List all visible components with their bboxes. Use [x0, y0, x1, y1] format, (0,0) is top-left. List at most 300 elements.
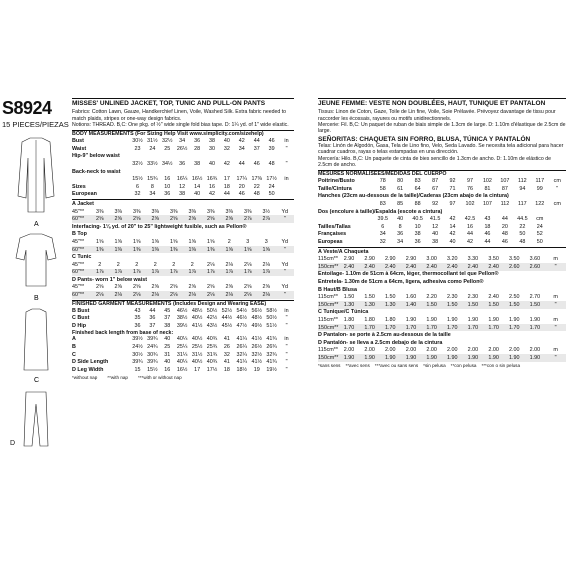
section-label: D Pantalón- se lleva a 2.5cm debajo de la cintura	[318, 339, 443, 346]
table-cell: 2⅛	[128, 291, 147, 299]
footnote: **avec sens	[345, 362, 370, 368]
table-cell: 1.90	[401, 354, 422, 362]
table-cell: 49½	[251, 322, 262, 329]
table-cell: 25½	[191, 344, 203, 351]
row-label: Hip-9" below waist	[72, 153, 120, 160]
telas-text: Telas: Linón de Algodón, Gasa, Tela de Lino fino, Velo, Seda Lavado. Se necesita tela adicional para hacer cuadrar cuadros, rayas o telas estampadas en una dirección.	[318, 142, 564, 156]
table-cell: 15½	[147, 366, 158, 373]
row-label: Bust	[72, 138, 84, 145]
table-cell: 24½	[132, 344, 143, 351]
table-section-row	[318, 309, 566, 317]
table-cell: 1.70	[421, 324, 442, 332]
table-cell: 2.30	[467, 294, 479, 301]
table-cell: 2.00	[364, 347, 375, 354]
notions-text: Notions: THREAD. B,C: One pkg. of ½" wide single fold bias tape. D: 1¼ yd. of 1" wide elastic.	[72, 122, 289, 128]
table-row	[318, 177, 566, 185]
section-label: B Top	[72, 231, 87, 238]
table-cell: 32	[223, 351, 230, 358]
table-cell: 58	[379, 185, 386, 192]
title-rule	[72, 98, 294, 99]
table-cell: 2⅛	[244, 261, 252, 268]
table-section-row	[72, 253, 294, 261]
pants-illustration	[24, 392, 48, 446]
table-cell: 2⅛	[91, 291, 110, 299]
table-cell: 1.90	[447, 316, 458, 323]
table-cell: 17	[194, 366, 201, 373]
table-cell: 52	[536, 231, 543, 238]
table-cell: 38	[179, 191, 186, 198]
table-cell: 2⅝	[133, 284, 141, 291]
table-row	[318, 263, 566, 271]
table-cell: 2.20	[426, 294, 437, 301]
table-cell: 48½	[251, 315, 262, 322]
table-cell: 2	[98, 261, 102, 268]
table-cell: in	[284, 336, 289, 343]
table-cell: 2⅝	[202, 215, 221, 223]
table-cell: 1.50	[421, 301, 442, 309]
table-cell: 2.40	[483, 263, 504, 271]
table-cell: m	[553, 316, 558, 323]
table-cell: 1⅞	[165, 269, 184, 277]
table-cell: 3⅜	[170, 208, 178, 215]
table-cell: 40.5	[412, 216, 423, 223]
table-cell: "	[285, 366, 288, 373]
table-cell: 1.70	[525, 324, 546, 332]
table-cell: 1.50	[442, 301, 463, 309]
row-label: Hanches (23cm au-dessous de la taille)/Caderas (23cm abajo de la cintura)	[318, 193, 509, 200]
table-cell: "	[285, 351, 288, 358]
table-cell: 2.00	[405, 347, 417, 354]
table-cell: 112	[500, 201, 510, 208]
table-cell: 42	[223, 160, 230, 167]
table-cell: 3.50	[508, 256, 520, 263]
table-cell: 2⅝	[225, 284, 233, 291]
table-cell: 47½	[236, 322, 248, 329]
table-cell: 1.60	[405, 294, 417, 301]
table-cell: 50	[536, 238, 543, 245]
pieces-count: 15 PIECES/PIEZAS	[2, 120, 69, 129]
finished-measurements-title: FINISHED GARMENT MEASUREMENTS (Includes Design and Wearing EASE)	[72, 300, 267, 307]
table-cell: 42	[466, 238, 473, 245]
table-cell: 41	[223, 359, 230, 366]
table-cell: 1.90	[508, 316, 520, 323]
table-cell: "	[285, 359, 288, 366]
table-row	[318, 255, 566, 263]
table-row	[318, 316, 566, 324]
table-cell: 2.60	[525, 263, 546, 271]
table-row	[318, 301, 566, 309]
table-cell: 40½	[191, 336, 203, 343]
table-cell: 1⅝	[207, 238, 215, 245]
table-cell: 38	[164, 322, 171, 329]
table-cell: 1⅝	[133, 238, 141, 245]
table-cell: 3⅜	[207, 208, 215, 215]
table-cell: 42	[238, 138, 245, 145]
figure-label-d: D	[10, 440, 16, 447]
table-cell: 61	[397, 185, 404, 192]
row-label: Poitrine/Busto	[318, 178, 355, 185]
table-cell: 2⅛	[207, 261, 215, 268]
mesures-table	[318, 177, 566, 245]
section-label: Entretela- 1.30m de 51cm a 64cm, ligera, adhesiva como Pellon®	[318, 278, 484, 285]
table-cell: 2⅛	[183, 291, 202, 299]
section-label: B Haut/B Blusa	[318, 286, 357, 293]
table-cell: 10	[414, 223, 421, 230]
table-cell: 1.90	[467, 316, 479, 323]
table-cell: 40	[223, 138, 230, 145]
row-label: 60"**	[72, 246, 91, 254]
table-cell: 40¼	[176, 359, 188, 366]
table-cell: 2.40	[463, 263, 484, 271]
table-cell: 2⅛	[262, 261, 270, 268]
table-section-row	[318, 248, 566, 256]
table-cell: 1⅝	[188, 238, 196, 245]
table-cell: 58½	[266, 307, 277, 314]
table-cell: 1.50	[385, 294, 396, 301]
table-cell: 2⅝	[220, 215, 239, 223]
table-cell: 37	[253, 145, 260, 152]
table-cell: "	[545, 354, 566, 362]
table-section-row	[318, 286, 566, 294]
table-row	[72, 215, 294, 223]
table-section-row	[72, 276, 294, 284]
table-cell: 39½	[132, 336, 143, 343]
table-cell: 1⅞	[146, 269, 165, 277]
table-cell: 31¾	[206, 351, 218, 358]
table-cell: 30	[208, 145, 215, 152]
table-cell: 1⅝	[239, 246, 258, 254]
table-cell: 31	[164, 351, 171, 358]
table-cell: 26¾	[266, 344, 277, 351]
row-label: 45"**	[72, 261, 85, 268]
table-section-row	[318, 331, 566, 339]
row-label	[72, 175, 130, 183]
table-cell: 32½	[162, 138, 173, 145]
table-cell: 50	[268, 191, 275, 198]
table-cell: 64	[414, 185, 421, 192]
table-cell: "	[285, 315, 288, 322]
table-cell: 41¾	[266, 359, 277, 366]
table-cell: 36	[414, 238, 421, 245]
table-cell: 1.30	[339, 301, 360, 309]
table-cell: 92	[449, 178, 456, 185]
table-cell: 25	[164, 344, 171, 351]
table-section-row	[72, 223, 294, 231]
table-cell: 32	[134, 191, 141, 198]
table-cell: 42.5	[464, 216, 476, 223]
table-cell: 25	[164, 145, 171, 152]
table-cell: 2⅝	[262, 284, 270, 291]
footnote: ***with or without nap	[137, 374, 182, 380]
table-cell	[279, 183, 294, 191]
table-cell: 17¼	[236, 176, 248, 183]
table-row	[72, 145, 294, 153]
table-cell: 1.40	[401, 301, 422, 309]
table-cell: 26	[223, 344, 230, 351]
table-cell: 2.90	[343, 256, 355, 263]
table-cell: 1.30	[359, 301, 380, 309]
row-label: Back-neck to waist	[72, 168, 121, 175]
table-cell: 16	[164, 176, 171, 183]
table-cell: 2	[153, 261, 157, 268]
table-cell: 42	[449, 231, 456, 238]
title-rule	[318, 98, 566, 99]
table-cell: 15	[134, 366, 141, 373]
table-cell: 88	[414, 201, 421, 208]
table-cell: 2⅝	[146, 215, 165, 223]
table-cell: 40	[449, 238, 456, 245]
table-cell: 1⅝	[96, 238, 104, 245]
section-label: D Pantalon- se porte à 2.5cm au-dessous de la taille	[318, 332, 451, 339]
table-cell: 40	[164, 336, 171, 343]
table-row	[318, 354, 566, 362]
table-cell: 3⅜	[133, 208, 141, 215]
row-label: D Leg Width	[72, 366, 104, 373]
table-row	[318, 231, 566, 239]
row-label: Europeas	[318, 238, 343, 245]
table-cell: "	[285, 344, 288, 351]
table-row	[72, 183, 294, 191]
table-cell: 83	[379, 201, 386, 208]
table-cell: 12	[179, 183, 186, 190]
figure-label-a: A	[34, 221, 39, 228]
figure-label-c: C	[34, 377, 40, 384]
table-section-row	[72, 200, 294, 208]
table-cell: cm	[553, 201, 561, 208]
table-cell: 50	[519, 231, 526, 238]
table-cell: 38	[208, 138, 215, 145]
table-cell: 17½	[266, 176, 277, 183]
table-cell: 1.70	[339, 324, 360, 332]
table-cell: cm	[553, 178, 561, 185]
table-cell: 22	[253, 183, 260, 190]
table-cell: 24	[536, 223, 543, 230]
table-row	[318, 200, 566, 208]
table-cell: 76	[466, 185, 473, 192]
table-cell: 2⅝	[96, 284, 104, 291]
table-cell: 1.70	[380, 324, 401, 332]
table-cell: "	[276, 291, 295, 299]
table-cell: 1.30	[380, 301, 401, 309]
table-row	[72, 343, 294, 351]
table-row	[318, 347, 566, 355]
body-measurements-title: BODY MEASUREMENTS (For Sizing Help Visit www.simplicity.com/sizehelp)	[72, 131, 264, 138]
garment-illustrations	[2, 134, 70, 454]
table-cell: 19½	[266, 366, 277, 373]
table-cell: 2.40	[401, 263, 422, 271]
table-cell: 1.50	[504, 301, 525, 309]
footnote: ***avec ou sans sens	[374, 362, 419, 368]
table-cell: "	[276, 215, 295, 223]
table-row	[72, 137, 294, 145]
table-row	[72, 366, 294, 374]
table-cell: 56½	[251, 307, 262, 314]
table-cell: 67	[432, 185, 439, 192]
table-cell: 30½	[132, 138, 143, 145]
fabric-yardage-table	[72, 200, 294, 299]
table-cell: 48	[268, 160, 275, 167]
table-cell: 22	[519, 223, 526, 230]
table-cell: 2⅛	[239, 291, 258, 299]
table-cell: 20	[501, 223, 508, 230]
table-cell: 42½	[206, 315, 218, 322]
table-cell: 2.90	[364, 256, 375, 263]
table-cell: 2⅞	[257, 215, 276, 223]
table-cell: 1.90	[504, 354, 525, 362]
table-cell: 25¼	[176, 344, 188, 351]
table-cell: 40	[208, 160, 215, 167]
table-cell: 2.40	[488, 294, 499, 301]
table-cell: 107	[482, 201, 492, 208]
table-cell: 44	[501, 216, 508, 223]
table-cell: 2⅝	[170, 284, 178, 291]
table-cell: 1⅞	[239, 269, 258, 277]
tunic-illustration	[24, 309, 48, 370]
table-cell: 1⅝	[170, 238, 178, 245]
table-cell: "	[276, 269, 295, 277]
table-cell: 1⅝	[220, 246, 239, 254]
table-row	[318, 215, 566, 223]
table-section-row	[72, 231, 294, 239]
table-cell: 1.70	[483, 324, 504, 332]
table-cell: 2.40	[421, 263, 442, 271]
fabrics-text: Fabrics: Cotton Lawn, Gauze, Handkerchief Linen, Voile, Washed Silk. Extra fabric needed to match plaids, stripes or one-way design fabrics.	[72, 109, 287, 122]
table-cell: 1.50	[364, 294, 375, 301]
table-cell: 16¼	[176, 176, 188, 183]
table-cell: 39.5	[377, 216, 388, 223]
table-cell: 2⅝	[207, 284, 215, 291]
table-cell: 50½	[206, 307, 218, 314]
table-cell: "	[545, 301, 566, 309]
table-cell: 3	[246, 238, 250, 245]
table-cell: 2⅛	[146, 291, 165, 299]
table-cell: 2⅝	[114, 284, 122, 291]
pattern-number: S8924	[2, 98, 52, 118]
table-cell: 8	[150, 183, 154, 190]
table-cell: 46	[238, 191, 245, 198]
table-cell: Yd	[281, 284, 289, 291]
table-cell: 1⅜	[146, 246, 165, 254]
table-cell: in	[284, 138, 289, 145]
back-length-table	[72, 336, 294, 374]
table-cell: 48½	[191, 307, 203, 314]
table-cell: 1.90	[359, 354, 380, 362]
table-cell: 52½	[221, 307, 233, 314]
section-label: C Tunique/C Túnica	[318, 309, 369, 316]
table-row	[318, 324, 566, 332]
table-cell: 32½	[251, 351, 262, 358]
row-label: Waist	[72, 145, 87, 152]
table-cell: 1.80	[343, 316, 355, 323]
row-label: A	[72, 336, 76, 343]
table-cell: 51½	[266, 322, 277, 329]
table-cell: 41½	[191, 322, 203, 329]
table-cell: "	[285, 145, 288, 152]
table-cell: 36	[149, 315, 156, 322]
table-row	[318, 223, 566, 231]
table-cell: 40	[164, 359, 171, 366]
table-cell: 32½	[132, 160, 143, 167]
row-label: C Bust	[72, 315, 90, 322]
table-cell: 41	[223, 336, 230, 343]
table-cell: 2.50	[508, 294, 520, 301]
table-cell: 38	[432, 238, 439, 245]
table-cell: 32	[379, 238, 386, 245]
table-cell: 38½	[176, 315, 188, 322]
table-cell: 1⅜	[109, 246, 128, 254]
table-row	[72, 246, 294, 254]
footnote: *sans sens	[318, 362, 341, 368]
table-cell: 3⅜	[188, 208, 196, 215]
table-cell: in	[284, 307, 289, 314]
table-cell: 39¾	[147, 336, 158, 343]
table-cell: 3⅜	[244, 208, 252, 215]
spanish-title: SEÑORITAS: CHAQUETA SIN FORRO, BLUSA, TÚNICA Y PANTALÓN	[318, 135, 531, 143]
section-label: D Pants- worn 1" below waist	[72, 276, 148, 283]
row-label: 115cm**	[318, 316, 338, 323]
table-cell: 32¼	[236, 351, 248, 358]
row-label: 45"**	[72, 208, 85, 215]
table-cell: 24¾	[147, 344, 158, 351]
table-cell: 1.70	[359, 324, 380, 332]
section-label: A Jacket	[72, 200, 94, 207]
row-label: 45"**	[72, 238, 85, 245]
table-cell: 25¾	[206, 344, 218, 351]
table-row	[72, 314, 294, 322]
table-cell: 2.40	[359, 263, 380, 271]
table-row	[318, 238, 566, 246]
table-cell: 1.90	[339, 354, 360, 362]
table-cell: 17½	[206, 366, 218, 373]
tissus-text: Tissus: Linon de Coton, Gaze, Toile de Lin fine, Voile, Soie Prélavée. Prévoyez davantage de tissu pour raccorder les écossais, rayures ou motifs unidirectionnels.	[318, 109, 556, 122]
table-cell: 26½	[176, 145, 188, 152]
table-cell: 18½	[236, 366, 248, 373]
table-cell: 3.50	[488, 256, 499, 263]
table-cell: 34	[179, 138, 186, 145]
table-cell: 40	[397, 216, 404, 223]
figure-label-b: B	[34, 295, 39, 302]
table-cell: 2.40	[339, 263, 360, 271]
table-cell: 34	[397, 238, 404, 245]
table-cell: "	[545, 324, 566, 332]
table-cell: 1.70	[463, 324, 484, 332]
table-row	[72, 269, 294, 277]
table-cell: 39	[268, 145, 275, 152]
table-cell: 94	[519, 185, 526, 192]
table-cell: 42	[449, 216, 456, 223]
table-cell: 43	[134, 307, 141, 314]
table-cell: 28	[194, 145, 201, 152]
table-cell: 34	[149, 191, 156, 198]
row-label: D Side Length	[72, 359, 109, 366]
table-row	[72, 160, 294, 168]
back-length-title: Finished back length from base of neck:	[72, 329, 174, 336]
table-cell: 18	[223, 183, 230, 190]
english-title: MISSES' UNLINED JACKET, TOP, TUNIC AND PULL-ON PANTS	[72, 100, 266, 108]
table-row	[318, 185, 566, 193]
row-label	[318, 215, 374, 223]
table-cell: 81	[484, 185, 491, 192]
table-cell: 1.70	[442, 324, 463, 332]
table-cell: 43	[484, 216, 491, 223]
table-cell: 2⅛	[225, 261, 233, 268]
table-cell: 2	[116, 261, 120, 268]
table-cell: 1.90	[405, 316, 417, 323]
table-cell: 87	[432, 178, 439, 185]
table-cell: 40¾	[206, 336, 218, 343]
table-cell: 2	[190, 261, 194, 268]
table-row	[318, 208, 566, 216]
